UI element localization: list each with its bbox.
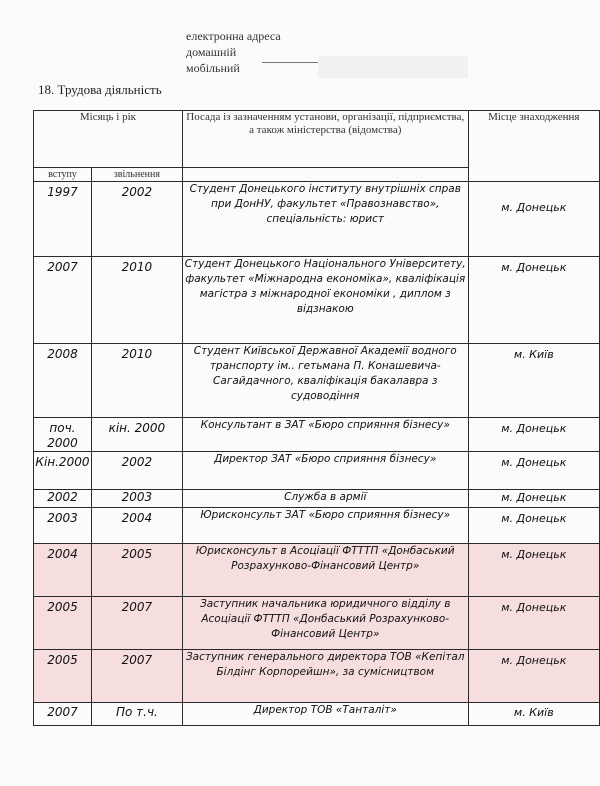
redacted-area <box>318 56 468 78</box>
header-location: Місце знаходження <box>468 111 599 182</box>
employment-table <box>33 110 600 726</box>
table-row <box>34 544 600 597</box>
row-start: 2005 <box>34 650 92 703</box>
table-row <box>34 490 600 508</box>
row-start: 2002 <box>34 490 92 508</box>
header-position: Посада із зазначенням установи, організації, підприємства, а також міністерства (відомства) <box>182 111 468 168</box>
row-position: Консультант в ЗАТ «Бюро сприяння бізнесу» <box>182 418 468 452</box>
row-start: 2007 <box>34 703 92 726</box>
row-start: 2004 <box>34 544 92 597</box>
row-start: Кін.2000 <box>34 452 92 490</box>
row-end: 2010 <box>91 344 182 418</box>
table-header-row <box>34 111 600 168</box>
row-start: 1997 <box>34 182 92 257</box>
home-phone-label: домашній <box>186 45 237 59</box>
table-row <box>34 182 600 257</box>
row-location: м. Донецьк <box>468 490 599 508</box>
mobile-phone-label: мобільний <box>186 61 240 75</box>
table-row <box>34 452 600 490</box>
row-location: м. Донецьк <box>468 452 599 490</box>
row-end: 2005 <box>91 544 182 597</box>
row-end: 2007 <box>91 650 182 703</box>
row-position: Студент Київської Державної Академії водного транспорту ім.. гетьмана П. Конашевича-Сагайдачного, кваліфікація бакалавра з судоводіння <box>182 344 468 418</box>
row-location: м. Донецьк <box>468 257 599 344</box>
header-month-year: Місяць і рік <box>34 111 183 168</box>
row-position: Заступник начальника юридичного відділу в Асоціації ФТТТП «Донбаський Розрахунково-Фінансовий Центр» <box>182 597 468 650</box>
table-row <box>34 344 600 418</box>
row-location: м. Донецьк <box>468 544 599 597</box>
row-start: 2005 <box>34 597 92 650</box>
row-start: поч. 2000 <box>34 418 92 452</box>
row-position: Юрисконсульт в Асоціації ФТТТП «Донбаський Розрахунково-Фінансовий Центр» <box>182 544 468 597</box>
row-position: Студент Донецького інституту внутрішніх справ при ДонНУ, факультет «Правознавство», спеціальність: юрист <box>182 182 468 257</box>
row-location: м. Донецьк <box>468 508 599 544</box>
table-row <box>34 508 600 544</box>
contact-block <box>186 28 281 76</box>
row-end: По т.ч. <box>91 703 182 726</box>
row-location: м. Київ <box>468 703 599 726</box>
subheader-blank <box>182 168 468 182</box>
row-end: 2003 <box>91 490 182 508</box>
row-end: 2002 <box>91 452 182 490</box>
row-location: м. Донецьк <box>468 182 599 257</box>
table-row <box>34 703 600 726</box>
row-location: м. Донецьк <box>468 650 599 703</box>
table-row <box>34 257 600 344</box>
subheader-start: вступу <box>34 168 92 182</box>
email-label: електронна адреса <box>186 29 281 43</box>
row-end: 2002 <box>91 182 182 257</box>
row-end: 2004 <box>91 508 182 544</box>
row-end: 2007 <box>91 597 182 650</box>
table-row <box>34 418 600 452</box>
row-location: м. Донецьк <box>468 597 599 650</box>
row-position: Заступник генерального директора ТОВ «Кепітал Білдінг Корпорейшн», за сумісництвом <box>182 650 468 703</box>
row-start: 2003 <box>34 508 92 544</box>
subheader-end: звільнення <box>91 168 182 182</box>
row-position: Студент Донецького Національного Університету, факультет «Міжнародна економіка», кваліфікація магістра з міжнародної економіки , диплом з відзнакою <box>182 257 468 344</box>
row-end: 2010 <box>91 257 182 344</box>
row-location: м. Київ <box>468 344 599 418</box>
row-position: Юрисконсульт ЗАТ «Бюро сприяння бізнесу» <box>182 508 468 544</box>
section-title: 18. Трудова діяльність <box>38 82 162 97</box>
table-row <box>34 597 600 650</box>
row-position: Директор ТОВ «Танталіт» <box>182 703 468 726</box>
table-row <box>34 650 600 703</box>
row-start: 2008 <box>34 344 92 418</box>
row-position: Директор ЗАТ «Бюро сприяння бізнесу» <box>182 452 468 490</box>
row-start: 2007 <box>34 257 92 344</box>
row-end: кін. 2000 <box>91 418 182 452</box>
row-position: Служба в армії <box>182 490 468 508</box>
row-location: м. Донецьк <box>468 418 599 452</box>
